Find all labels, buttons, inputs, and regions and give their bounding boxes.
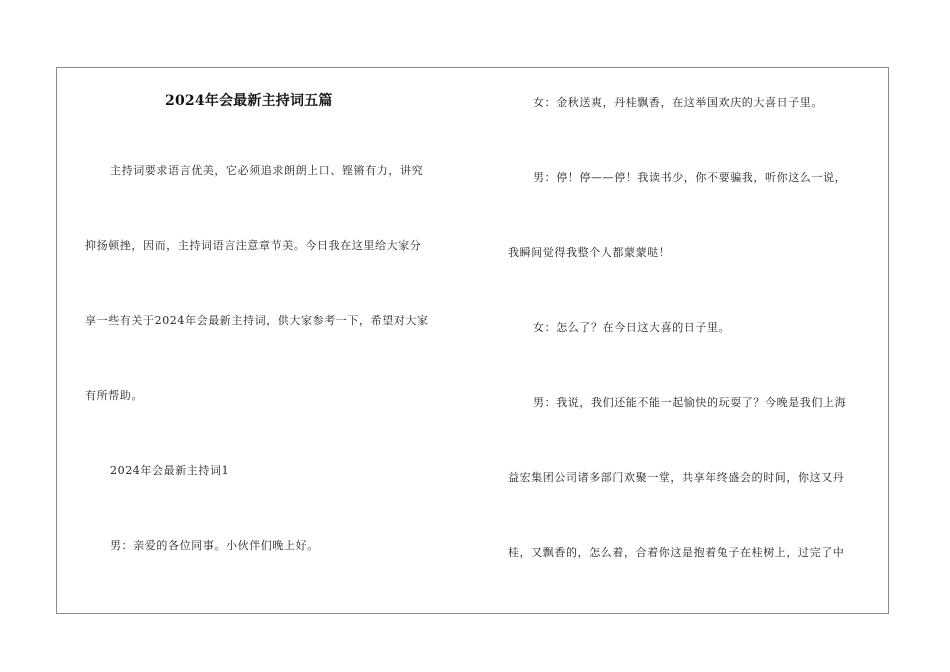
paragraph-line: 享一些有关于2024年会最新主持词，供大家参考一下，希望对大家: [85, 314, 429, 327]
paragraph-line: 桂，又飘香的，怎么着，合着你这是抱着兔子在桂树上，过完了中: [508, 546, 845, 559]
paragraph-line: 男：我说，我们还能不能一起愉快的玩耍了？今晚是我们上海: [533, 396, 847, 409]
paragraph-line: 益宏集团公司诸多部门欢聚一堂，共享年终盛会的时间，你这又丹: [508, 471, 845, 484]
paragraph-line: 有所帮助。: [85, 389, 143, 402]
paragraph-line: 男：停！停——停！我读书少，你不要骗我，听你这么一说，: [533, 171, 847, 184]
document-title: 2024年会最新主持词五篇: [165, 93, 333, 109]
paragraph-line: 抑扬顿挫，因而，主持词语言注意章节美。今日我在这里给大家分: [85, 239, 422, 252]
section-heading: 2024年会最新主持词1: [110, 464, 230, 477]
paragraph-line: 男：亲爱的各位同事。小伙伴们晚上好。: [110, 539, 319, 552]
paragraph-line: 女：金秋送爽，丹桂飘香，在这举国欢庆的大喜日子里。: [533, 96, 823, 109]
paragraph-line: 女：怎么了？在今日这大喜的日子里。: [533, 321, 731, 334]
paragraph-line: 我瞬间觉得我整个人都蒙蒙哒！: [508, 246, 671, 259]
page-frame: [56, 67, 889, 614]
paragraph-line: 主持词要求语言优美，它必须追求朗朗上口、铿锵有力，讲究: [110, 164, 424, 177]
